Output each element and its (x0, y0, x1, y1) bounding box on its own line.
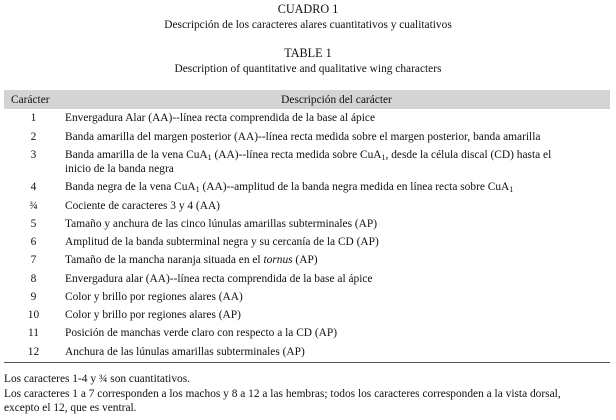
table-label: TABLE 1 (284, 46, 332, 60)
row-description: Color y brillo por regiones alares (AA) (65, 290, 243, 303)
table-row (4, 270, 610, 288)
table-row (4, 215, 610, 233)
table-row (4, 197, 610, 215)
table-row (4, 128, 610, 146)
row-number: 1 (30, 112, 37, 125)
table-row (4, 343, 610, 363)
row-description: Banda negra de la vena CuA$_1$ (AA)--amplitud de la banda negra medida en línea recta sobre CuA$_1$ (65, 181, 514, 195)
row-description: Envergadura Alar (AA)--línea recta comprendida de la base al ápice (65, 112, 376, 125)
row-number: 8 (30, 272, 37, 285)
note-line: Los caracteres 1-4 y ¾ son cuantitativos. (4, 373, 190, 385)
table-row (4, 146, 610, 179)
row-description: Envergadura alar (AA)--línea recta comprendida de la base al ápice (65, 272, 373, 285)
row-description: Posición de manchas verde claro con respecto a la CD (AP) (65, 327, 338, 340)
header-caracter: Carácter (4, 90, 63, 109)
header-descripcion: Descripción del carácter (63, 90, 610, 109)
row-number: ¾ (29, 199, 38, 212)
note-line: excepto el 12, que es ventral. (4, 402, 137, 415)
table-header-row (4, 90, 610, 109)
row-number: 12 (4, 343, 63, 363)
table-row (4, 109, 610, 127)
cuadro-label: CUADRO 1 (277, 2, 339, 16)
row-description: Banda amarilla del margen posterior (AA)--línea recta medida sobre el margen posterior, banda amarilla (65, 130, 541, 143)
row-description: Anchura de las lúnulas amarillas subterminales (AP) (63, 343, 610, 363)
row-description: Amplitud de la banda subterminal negra y su cercanía de la CD (AP) (65, 236, 379, 248)
row-number: 11 (28, 327, 39, 340)
row-description: Tamaño y anchura de las cinco lúnulas amarillas subterminales (AP) (65, 217, 378, 230)
row-number: 4 (30, 181, 37, 194)
table-title: Description of quantitative and qualitative wing characters (174, 63, 442, 75)
table-notes (4, 372, 610, 416)
row-description: Banda amarilla de la vena CuA$_1$ (AA)--línea recta medida sobre CuA$_1$, desde la célula discal (CD) hasta el inicio de la banda negra (65, 148, 552, 175)
table-row (4, 251, 610, 269)
row-description: Color y brillo por regiones alares (AP) (65, 309, 241, 321)
row-number: 5 (30, 217, 37, 230)
table-row (4, 306, 610, 324)
table-row (4, 233, 610, 251)
characters-table (4, 90, 610, 363)
cuadro-title: Descripción de los caracteres alares cuantitativos y cualitativos (164, 19, 452, 31)
row-description: Cociente de caracteres 3 y 4 (AA) (65, 199, 220, 212)
row-number: 10 (27, 309, 40, 321)
table-row (4, 288, 610, 306)
row-number: 6 (30, 236, 37, 248)
row-number: 3 (30, 148, 37, 161)
row-number: 7 (30, 254, 37, 267)
row-number: 9 (30, 290, 37, 303)
row-number: 2 (30, 130, 37, 143)
table-row (4, 324, 610, 342)
note-line: Los caracteres 1 a 7 corresponden a los machos y 8 a 12 a las hembras; todos los caracteres corresponden a la vista dorsal, (4, 387, 561, 400)
row-description: Tamaño de la mancha naranja situada en el tornus (AP) (65, 254, 318, 267)
table-row (4, 178, 610, 196)
